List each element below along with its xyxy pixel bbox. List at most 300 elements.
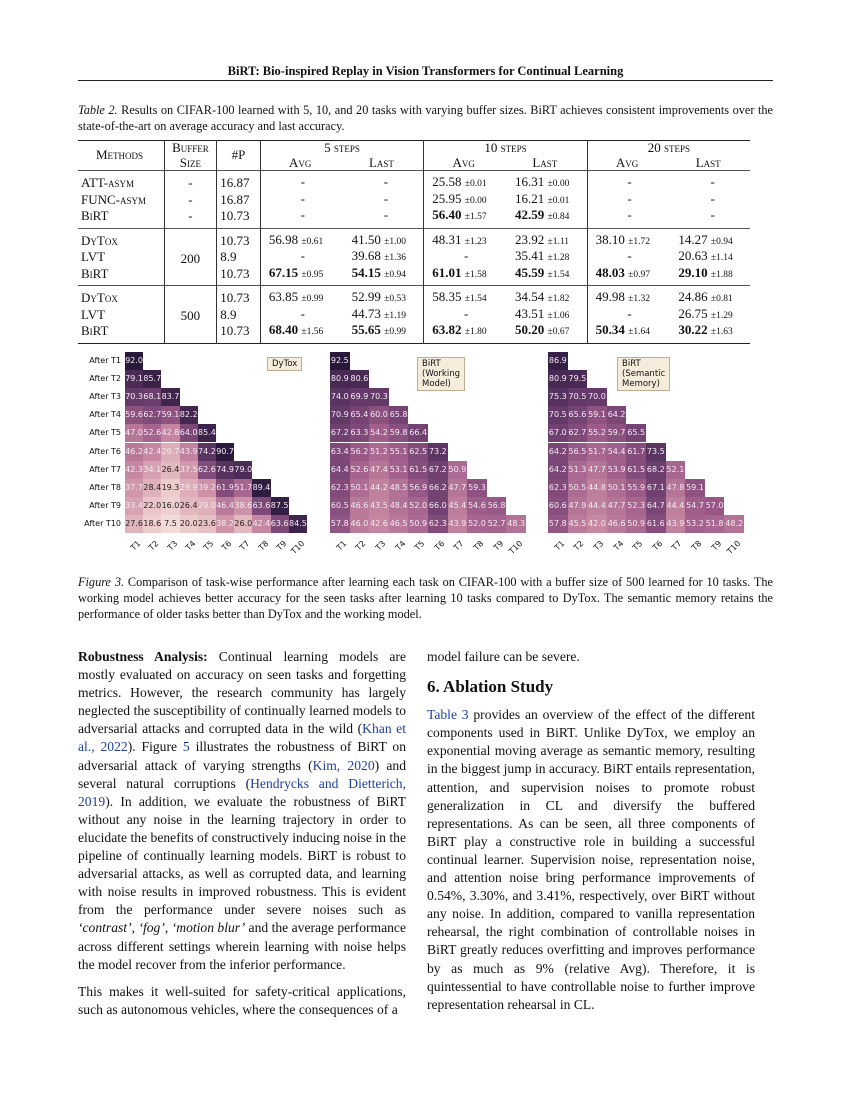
heatmap-cell: 47.0 (125, 424, 143, 442)
heatmap-cell: 48.5 (389, 479, 409, 497)
method-cell: BiRT (81, 265, 109, 281)
heatmap-cell: 46.6 (350, 497, 370, 515)
col-label: T6 (432, 539, 447, 553)
text-span: Continual learning models are mostly evaluated on accuracy on seen tasks and forgetting metrics. However, the research community has largely neglected the susceptibility of continually learned models to adversarial attacks and corrupted data in the wild ( (78, 649, 406, 737)
params-cell: 10.73 (217, 323, 261, 343)
heatmap-cell: 38.2 (216, 515, 234, 533)
heatmap-cell: 44.8 (587, 479, 607, 497)
heatmap-cell: 64.7 (646, 497, 666, 515)
heatmap-cell: 48.2 (724, 515, 744, 533)
table-caption-label: Table 2. (78, 103, 118, 117)
heatmap-cell: 56.2 (350, 443, 370, 461)
header-rule (78, 80, 773, 81)
value-cell (503, 249, 587, 266)
value-mean: - (383, 190, 389, 206)
method-cell: DyTox (81, 232, 118, 248)
heatmap-cell: 63.4 (330, 443, 350, 461)
value-std: ±1.63 (710, 327, 733, 337)
heatmap-cell: 44.4 (587, 497, 607, 515)
value-cell (340, 171, 424, 192)
text-span: This makes it well-suited for safety-critical applications, such as autonomous vehicles, where the consequences of a (78, 983, 406, 1017)
heatmap-cell: 56.8 (487, 497, 507, 515)
table-row (78, 228, 750, 249)
heatmap-cell: 54.7 (685, 497, 705, 515)
value-cell (587, 323, 666, 343)
heatmap-cell: 52.0 (467, 515, 487, 533)
heatmap-cell: 65.8 (389, 406, 409, 424)
heatmap-cell: 46.4 (216, 497, 234, 515)
value-mean: 61.01 (432, 264, 462, 280)
heatmap-cell: 22.0 (143, 497, 161, 515)
value-mean: 39.68 (351, 248, 381, 263)
right-column (427, 648, 755, 1023)
params-cell: 10.73 (217, 208, 261, 228)
value-mean: 38.10 (595, 231, 625, 247)
value-mean: - (383, 174, 389, 189)
heatmap-cell: 67.1 (646, 479, 666, 497)
col-size: Size (164, 156, 217, 171)
heatmap-cell: 46.5 (389, 515, 409, 533)
col-label: T2 (354, 539, 368, 553)
results-table (78, 140, 750, 344)
heatmap-cell: 44.4 (666, 497, 686, 515)
row-label: After T10 (84, 518, 121, 528)
heatmap-cell: 73.5 (646, 443, 666, 461)
heatmap-cell: 50.1 (607, 479, 627, 497)
value-cell (503, 307, 587, 324)
method-cell: FUNC-asym (81, 191, 147, 207)
value-mean: 41.50 (351, 231, 381, 247)
heatmap-cell: 80.6 (350, 370, 370, 388)
value-mean: - (627, 305, 632, 321)
heatmap-cell: 62.3 (548, 479, 568, 497)
heatmap-cell: 74.9 (216, 461, 234, 479)
heatmap-cell: 51.7 (234, 479, 252, 497)
heatmap-cell: 70.3 (369, 388, 389, 406)
heatmap-cell: 37.5 (180, 461, 198, 479)
row-label: After T2 (89, 374, 121, 384)
value-cell (260, 249, 339, 266)
value-cell (503, 266, 587, 286)
value-mean: - (300, 174, 305, 189)
value-std: ±0.61 (301, 236, 324, 247)
table-group (78, 286, 750, 344)
heatmap-cell: 85.4 (198, 424, 216, 442)
value-std: ±0.81 (710, 294, 733, 304)
heatmap-cell: 42.8 (161, 424, 179, 442)
value-cell (424, 228, 503, 249)
col-label: T6 (650, 539, 665, 553)
citation-link[interactable]: 5 (182, 739, 190, 755)
heatmap-cell: 83.7 (161, 388, 179, 406)
row-label: After T7 (89, 464, 121, 474)
value-cell (424, 286, 503, 307)
value-mean: - (300, 207, 305, 222)
paragraph (78, 648, 406, 974)
heatmap-cell: 67.0 (548, 424, 568, 442)
heatmap-cell: 62.3 (330, 479, 350, 497)
heatmap-cell: 65.5 (626, 424, 646, 442)
value-std: ±1.58 (464, 269, 487, 280)
heatmap-cell: 68.1 (143, 388, 161, 406)
text-span: , (164, 920, 172, 936)
citation-link[interactable]: Kim, 2020 (312, 757, 375, 773)
heatmap-cell: 37.7 (125, 479, 143, 497)
heatmap-cell: 90.7 (216, 443, 234, 461)
col-20-steps: 20 steps (587, 141, 750, 156)
heatmap-cell: 62.3 (428, 515, 448, 533)
heatmap-cell: 82.2 (180, 406, 198, 424)
heatmap-cell: 50.9 (626, 515, 646, 533)
value-std: ±1.82 (547, 294, 570, 304)
value-mean: 58.35 (432, 289, 462, 304)
col-label: T5 (413, 539, 427, 553)
heatmap-cell: 26.4 (161, 461, 179, 479)
heatmap-cell: 46.6 (607, 515, 627, 533)
value-mean: 25.58 (432, 174, 462, 189)
heatmap-legend: BiRT (Semantic Memory) (617, 357, 670, 391)
heatmap-cell: 51.7 (587, 443, 607, 461)
heatmap-cell: 62.5 (408, 443, 428, 461)
value-mean: 50.20 (515, 322, 545, 337)
value-std: ±0.01 (464, 179, 487, 189)
heatmap-cell: 38.6 (234, 497, 252, 515)
heatmap-cell: 70.9 (330, 406, 350, 424)
value-mean: 56.40 (432, 207, 462, 222)
value-std: ±0.53 (384, 294, 406, 304)
heatmap-cell: 50.9 (408, 515, 428, 533)
value-cell (503, 192, 587, 209)
heatmap-cell: 61.5 (626, 461, 646, 479)
heatmap-cell: 87.5 (271, 497, 289, 515)
table-group (78, 228, 750, 286)
heatmap-cell: 59.1 (161, 406, 179, 424)
col-20-avg: Avg (587, 156, 666, 171)
heatmap-cell: 63.6 (252, 497, 270, 515)
heatmap-cell: 56.5 (568, 443, 588, 461)
text-span: provides an overview of the effect of the different components used in BiRT. Unlike DyTox, we employ an exponential moving average as semantic memory, resulting in the biggest jump in accuracy. BiRT entails representation, attention, and supervision noises to promote robust generalization in CL and diversify the buffered representations. As can be seen, all three components of BiRT play a constructive role in building a successful continual learner. Supervision noise, representation noise, and attention noise bring performance improvements of 0.54%, 3.30%, and 3.41%, respectively, over BiRT without any noise. In addition, compared to vanilla representation rehearsal, the right combination of controllable noises in BiRT greatly reduces overfitting and improves performance by as much as 9% (relative Avg). Therefore, it is quintessential to have controllable noise to further improve representation rehearsal in CL. (427, 707, 756, 1012)
value-cell (340, 228, 424, 249)
heatmap-cell: 26.4 (180, 497, 198, 515)
buffer-cell: 200 (164, 228, 217, 286)
heatmap-cell: 19.3 (161, 479, 179, 497)
heatmap-cell: 84.5 (289, 515, 307, 533)
text-span: ). In addition, we evaluate the robustness of BiRT without any noise in the learning trajectory in order to elucidate the benefits of constructively inducing noise in the pipeline of continually learning models. BiRT is robust to adversarial attacks, as well as corrupted data, and learning with noise results in improved robustness. This is evident from the performance under severe noises such as (78, 793, 406, 918)
value-mean: 16.31 (515, 174, 545, 189)
value-mean: 14.27 (678, 231, 708, 247)
heatmap-cell: 42.0 (587, 515, 607, 533)
text-span: ) and several natural corruptions ( (78, 757, 406, 791)
heatmap-cell: 50.1 (350, 479, 370, 497)
col-label: T3 (591, 539, 606, 553)
value-std: ±1.72 (628, 236, 650, 247)
value-cell (503, 171, 587, 192)
table-row (78, 286, 750, 307)
value-mean: - (627, 190, 632, 206)
value-cell (340, 286, 424, 307)
row-label: After T9 (89, 500, 121, 510)
value-mean: - (300, 305, 305, 321)
text-span: ). Figure (127, 739, 183, 755)
heatmap-cell: 43.9 (666, 515, 686, 533)
value-mean: 34.54 (515, 289, 545, 304)
value-cell (587, 192, 666, 209)
text-span: ‘fog’ (138, 920, 165, 936)
value-std: ±0.00 (547, 179, 570, 189)
heatmap-cell: 64.2 (548, 443, 568, 461)
col-label: T5 (201, 539, 216, 553)
text-span: , (131, 920, 139, 936)
value-std: ±0.94 (710, 236, 733, 247)
heatmap-cell: 59.1 (685, 479, 705, 497)
value-std: ±0.84 (547, 212, 570, 222)
col-label: T9 (274, 539, 289, 553)
heatmap-cell: 7.5 (161, 515, 179, 533)
value-mean: - (627, 248, 632, 263)
value-cell (424, 323, 503, 343)
row-label: After T8 (89, 482, 121, 492)
heatmap-cell: 59.3 (467, 479, 487, 497)
citation-link[interactable]: Hendrycks and Dietterich, 2019 (78, 775, 406, 809)
ablation-paragraph (427, 706, 755, 1014)
value-mean: - (463, 248, 469, 263)
method-cell: DyTox (81, 290, 118, 305)
col-label: T4 (393, 539, 407, 553)
heatmap-cell: 63.6 (271, 515, 289, 533)
value-cell (666, 266, 750, 286)
text-span: illustrates the robustness of BiRT on adversarial attack of varying strengths ( (78, 739, 406, 773)
heatmap-cell: 18.6 (143, 515, 161, 533)
col-label: T8 (256, 539, 270, 553)
row-label: After T1 (89, 356, 121, 365)
figure-caption (78, 574, 773, 622)
value-mean: 48.03 (595, 264, 625, 280)
method-cell: BiRT (81, 208, 109, 223)
heatmap-cell: 47.9 (568, 497, 588, 515)
heatmap-cell: 66.4 (408, 424, 428, 442)
heatmap-cell: 52.6 (143, 424, 161, 442)
value-mean: - (300, 248, 305, 263)
value-mean: 52.99 (351, 289, 381, 304)
value-std: ±1.80 (464, 327, 487, 337)
value-std: ±1.19 (384, 310, 406, 321)
value-mean: 68.40 (268, 322, 299, 337)
heatmap-cell: 64.2 (607, 406, 627, 424)
col-label: T5 (631, 539, 645, 553)
text-span: Robustness Analysis: (78, 649, 208, 664)
heatmap-cell: 33.4 (125, 497, 143, 515)
heatmap-cell: 74.0 (330, 388, 350, 406)
value-cell (260, 228, 339, 249)
heatmap-cell: 66.0 (428, 497, 448, 515)
heatmap-cell: 60.5 (330, 497, 350, 515)
value-cell (503, 228, 587, 249)
value-cell (587, 228, 666, 249)
value-mean: 44.73 (351, 305, 381, 321)
col-20-last: Last (695, 154, 721, 170)
value-cell (666, 249, 750, 266)
value-mean: 56.98 (268, 231, 299, 247)
heatmap-cell: 79.0 (234, 461, 252, 479)
buffer-cell: - (164, 171, 217, 192)
heatmap-cell: 61.9 (216, 479, 234, 497)
value-mean: 26.75 (678, 305, 708, 321)
value-mean: - (300, 190, 305, 206)
col-label: T3 (373, 539, 388, 553)
params-cell: 8.9 (217, 249, 261, 266)
heatmap-cell: 80.9 (330, 370, 350, 388)
value-mean: - (627, 174, 632, 189)
value-std: ±1.32 (628, 294, 650, 304)
value-std: ±0.67 (547, 327, 570, 337)
heatmap-cell: 89.4 (252, 479, 270, 497)
heatmap-cell: 42.4 (143, 443, 161, 461)
table-row (78, 171, 750, 192)
value-std: ±1.54 (547, 269, 570, 280)
value-mean: - (710, 190, 715, 206)
heatmap-cell: 68.2 (646, 461, 666, 479)
buffer-cell: - (164, 208, 217, 228)
col-10-avg: Avg (424, 156, 503, 171)
value-cell (260, 192, 339, 209)
value-mean: 24.86 (678, 289, 708, 304)
section-heading: 6. Ablation Study (427, 677, 554, 697)
value-mean: 42.59 (515, 207, 545, 222)
value-mean: - (627, 207, 632, 222)
value-cell (666, 171, 750, 192)
col-label: T8 (471, 539, 486, 553)
heatmap-cell: 42.3 (125, 461, 143, 479)
heatmap-cell: 74.2 (198, 443, 216, 461)
value-mean: 67.15 (268, 264, 299, 280)
value-mean: 25.95 (432, 190, 462, 206)
value-cell (260, 323, 339, 343)
value-cell (424, 208, 503, 228)
value-cell (666, 192, 750, 209)
value-std: ±0.97 (628, 269, 650, 280)
citation-link[interactable]: Khan et al., 2022 (78, 721, 406, 755)
text-span: ‘contrast’ (78, 920, 132, 936)
value-std: ±1.29 (710, 310, 733, 321)
heatmap-cell: 57.0 (705, 497, 725, 515)
heatmap-cell: 47.7 (607, 497, 627, 515)
text-span: ‘motion blur’ (171, 920, 246, 936)
value-cell (424, 249, 503, 266)
params-cell: 10.73 (217, 228, 261, 249)
heatmap-cell: 59.1 (587, 406, 607, 424)
col-label: T6 (220, 539, 234, 553)
value-cell (424, 192, 503, 209)
heatmap-cell: 55.9 (626, 479, 646, 497)
value-std: ±1.64 (628, 327, 650, 337)
value-mean: 16.21 (515, 190, 545, 206)
value-std: ±1.57 (464, 212, 487, 222)
value-mean: 48.31 (432, 231, 462, 247)
col-label: T1 (334, 539, 349, 553)
heatmap-cell: 56.9 (408, 479, 428, 497)
value-cell (666, 228, 750, 249)
heatmap-cell: 66.2 (428, 479, 448, 497)
table-row (78, 208, 750, 228)
value-mean: 29.10 (678, 264, 708, 280)
heatmap-cell: 45.4 (448, 497, 468, 515)
col-methods: Methods (96, 147, 144, 163)
value-std: ±0.01 (547, 195, 570, 206)
heatmap-cell: 62.6 (198, 461, 216, 479)
heatmap-cell: 44.2 (369, 479, 389, 497)
heatmap-cell: 70.5 (548, 406, 568, 424)
heatmap-cell: 43.5 (369, 497, 389, 515)
value-mean: - (710, 174, 715, 189)
value-cell (666, 286, 750, 307)
value-mean: 55.65 (351, 322, 381, 337)
heatmap-cell: 60.0 (369, 406, 389, 424)
heatmap-cell: 70.5 (568, 388, 588, 406)
heatmap-cell: 28.4 (143, 479, 161, 497)
heatmap-cell: 52.7 (487, 515, 507, 533)
heatmap-cell: 57.8 (330, 515, 350, 533)
heatmap-cell: 53.9 (607, 461, 627, 479)
col-label: T3 (165, 539, 179, 553)
col-label: T4 (611, 539, 625, 553)
heatmap-cell: 43.9 (448, 515, 468, 533)
value-mean: - (383, 207, 389, 222)
heatmap-cell: 55.2 (587, 424, 607, 442)
value-cell (340, 192, 424, 209)
heatmap-cell: 45.5 (568, 515, 588, 533)
heatmap-cell: 55.1 (389, 443, 409, 461)
value-cell (340, 266, 424, 286)
method-cell: LVT (81, 249, 106, 264)
heatmap-cell: 46.2 (125, 443, 143, 461)
heatmap-cell: 47.8 (666, 479, 686, 497)
heatmap-cell: 29.7 (161, 443, 179, 461)
heatmap-cell: 64.0 (180, 424, 198, 442)
heatmap-cell: 52.3 (626, 497, 646, 515)
heatmap-cell: 50.5 (568, 479, 588, 497)
heatmap-cell: 63.3 (350, 424, 370, 442)
heatmap-cell: 51.3 (568, 461, 588, 479)
value-std: ±1.06 (547, 310, 570, 321)
heatmap-cell: 52.1 (666, 461, 686, 479)
citation-link[interactable]: Table 3 (427, 707, 469, 723)
value-cell (260, 266, 339, 286)
value-std: ±0.99 (384, 327, 406, 337)
paragraph (78, 983, 406, 1019)
heatmap-cell: 48.4 (389, 497, 409, 515)
value-std: ±1.36 (384, 253, 406, 263)
heatmap-cell: 47.4 (369, 461, 389, 479)
heatmap-cell: 52.0 (408, 497, 428, 515)
value-std: ±1.00 (384, 236, 406, 247)
table-caption (78, 102, 773, 134)
value-cell (260, 208, 339, 228)
figure-caption-label: Figure 3. (78, 575, 125, 589)
col-label: T4 (183, 539, 198, 553)
value-mean: - (463, 305, 469, 321)
value-std: ±0.94 (384, 269, 406, 280)
row-label: After T3 (89, 392, 121, 402)
heatmap-cell: 26.0 (234, 515, 252, 533)
heatmap-cell: 52.6 (350, 461, 370, 479)
col-5-steps: 5 steps (260, 141, 423, 156)
value-std: ±1.23 (464, 236, 487, 247)
heatmap-cell: 27.6 (125, 515, 143, 533)
table-row (78, 192, 750, 209)
heatmap-cell: 65.4 (350, 406, 370, 424)
value-cell (424, 171, 503, 192)
value-cell (260, 307, 339, 324)
